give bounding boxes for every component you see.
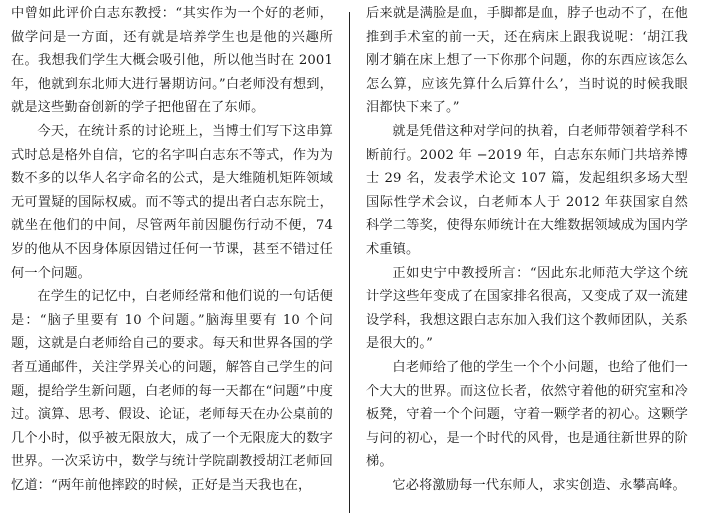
paragraph-closing: 它必将激励每一代东师人，求实创造、永攀高峰。 — [392, 477, 686, 493]
paragraph-bai-inequality: 今天，在统计系的讨论班上，当博士们写下这串算式时总是格外自信，它的名字叫白志东不等式，作为为数不多的以华人名字命名的公式，是大维随机矩阵领域无可置疑的国际权威。而不等式的提出者白志东院士，就坐在他们的中间，尽管两年前因腿伤行动不便，74 岁的他从不因身体原因错过任何一节课，甚至不错过任何一个问题。 — [11, 123, 333, 281]
paragraph-continued-quote: 中曾如此评价白志东教授：“其实作为一个好的老师，做学问是一方面，还有就是培养学生也是他的兴趣所在。我想我们学生大概会吸引他，所以他当时在 2001 年，他就到东北师大进行暑期访问。”白老师没有想到，就是这些勤奋创新的学子把他留在了东师。 — [11, 6, 333, 116]
paragraph-scholar-heart: 白老师给了他的学生一个个小问题，也给了他们一个大大的世界。而这位长者，依然守着他的研究室和冷板凳，守着一个个问题，守着一颗学者的初心。这颗学与问的初心，是一个时代的风骨，也是通往新世界的阶梯。 — [366, 359, 688, 470]
column-divider — [349, 12, 350, 513]
paragraph-shi-ningzhong-quote: 正如史宁中教授所言：“因此东北师范大学这个统计学这些年变成了在国家排名很高，又变成了双一流建设学科，我想这跟白志东加入我们这个教师团队，关系是很大的。” — [366, 265, 688, 352]
left-column — [11, 2, 333, 497]
paragraph-hospital-anecdote: 后来就是满脸是血，手脚都是血，脖子也动不了，在他推到手术室的前一天，还在病床上跟我说呢：‘胡江我刚才躺在床上想了一下你那个问题，你的东西应该怎么怎么算，应该先算什么后算什么’，当时说的时候我眼泪都快下来了。” — [366, 6, 688, 116]
paragraph-achievements: 就是凭借这种对学问的执着，白老师带领着学科不断前行。2002 年 −2019 年，白志东东师门共培养博士 29 名，发表学术论文 107 篇，发起组织多场大型国际性学术会议，白老师本人于 2012 年获国家自然科学二等奖，使得东师统计在大维数据领域成为国内学术重镇。 — [366, 123, 688, 257]
right-column — [366, 2, 688, 497]
paragraph-ten-questions: 在学生的记忆中，白老师经常和他们说的一句话便是：“脑子里要有 10 个问题。”脑海里要有 10 个问题，这就是白老师给自己的要求。每天和世界各国的学者互通邮件，关注学界关心的问题，解答自己学生的问题，提给学生新问题，白老师的每一天都在“问题”中度过。演算、思考、假设、论证，老师每天在办公桌前的几个小时，似乎被无限放大，成了一个无限庞大的数字世界。一次采访中，数学与统计学院副教授胡江老师回忆道：“两年前他摔跤的时候，正好是当天我也在， — [11, 289, 333, 493]
